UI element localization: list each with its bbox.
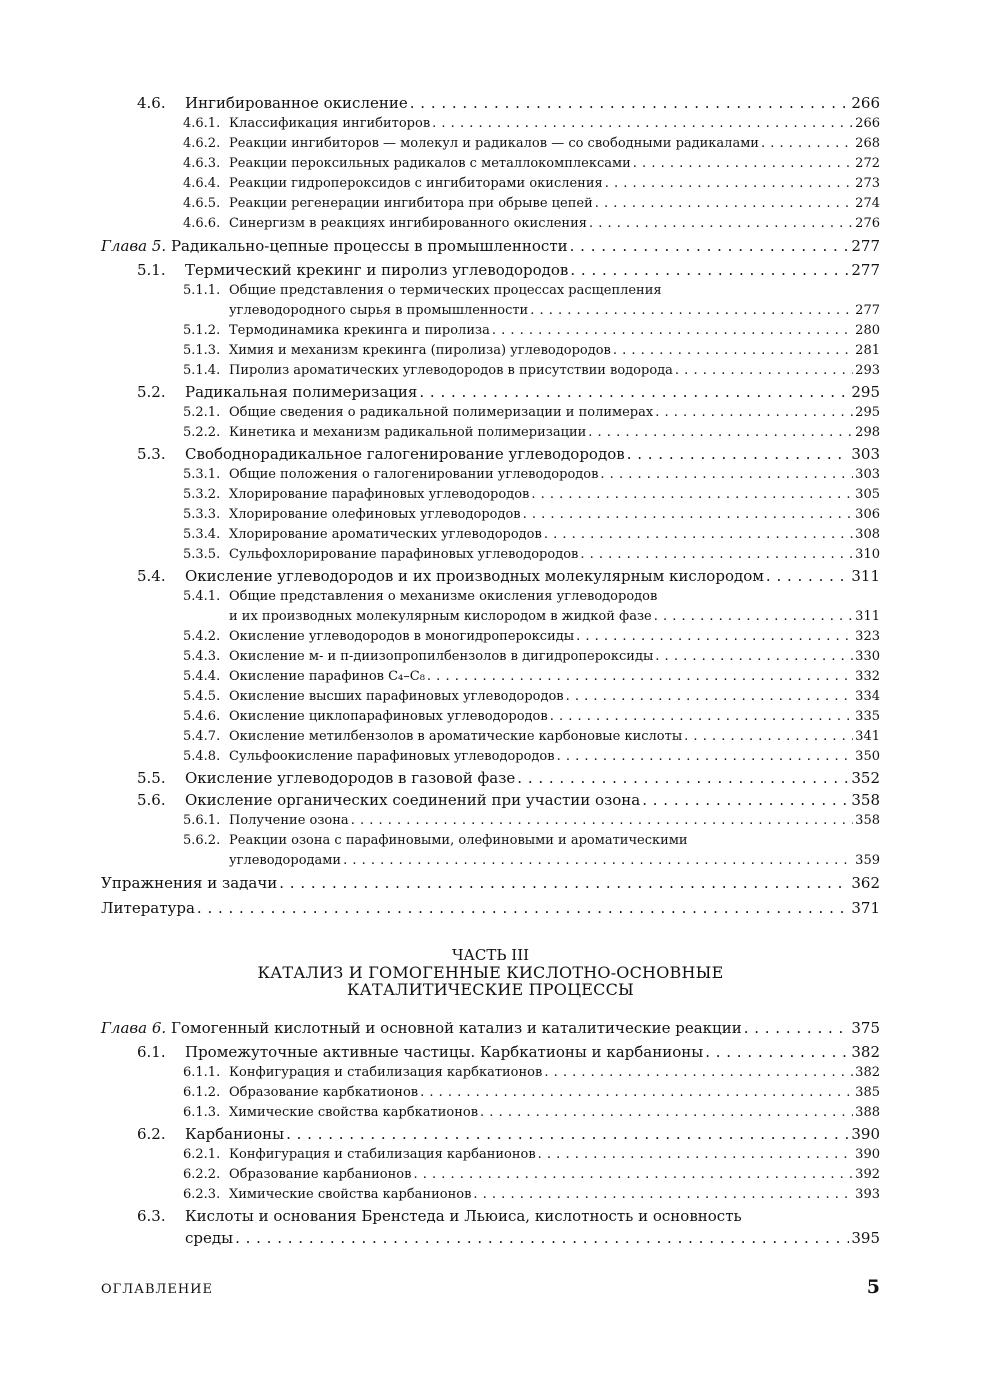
chapter-label: Глава 6. [101,1019,167,1037]
toc-subsection [101,667,880,687]
toc-section [101,565,880,587]
toc-section [101,381,880,403]
entry-title: Окисление высших парафиновых углеводородов [229,689,564,704]
toc-top-entry [101,871,880,896]
entry-number: 6.2.3. [183,1187,221,1202]
toc-entry-continuation [101,1227,880,1249]
toc-subsection [101,1103,880,1123]
entry-title: Общие сведения о радикальной полимеризации и полимерах [229,405,654,420]
dot-leader [684,727,853,747]
entry-page: 306 [855,507,880,522]
dot-leader [570,234,850,259]
entry-number: 5.4.1. [183,589,221,604]
entry-title: Общие представления о механизме окисления углеводородов [229,589,658,604]
entry-number: 6.2.1. [183,1147,221,1162]
entry-title: Окисление углеводородов и их производных молекулярным кислородом [185,567,764,585]
toc-subsection [101,525,880,545]
entry-title: Окисление парафинов C₄–C₈ [229,669,425,684]
toc-top-entry [101,896,880,921]
dot-leader [351,811,853,831]
entry-title: Синергизм в реакциях ингибированного окисления [229,216,587,231]
entry-number: 5.1.2. [183,323,221,338]
toc-subsection [101,1185,880,1205]
toc-section [101,92,880,114]
toc-subsection [101,423,880,443]
entry-title: Промежуточные активные частицы. Карбкатионы и карбанионы [185,1043,704,1061]
entry-page: 308 [855,527,880,542]
entry-title: Ингибированное окисление [185,94,408,112]
entry-title-cont: и их производных молекулярным кислородом в жидкой фазе [229,609,652,624]
toc-subsection [101,1083,880,1103]
entry-page: 311 [851,567,880,585]
entry-title: Химические свойства карбкатионов [229,1105,479,1120]
entry-title: Конфигурация и стабилизация карбанионов [229,1147,536,1162]
entry-page: 375 [851,1019,880,1037]
entry-title: Упражнения и задачи [101,874,278,892]
entry-page: 273 [855,176,880,191]
dot-leader [705,1041,849,1063]
dot-leader [654,607,853,627]
entry-page: 385 [855,1085,880,1100]
entry-title: Окисление метилбензолов в ароматические карбоновые кислоты [229,729,683,744]
entry-number: 5.4.8. [183,749,221,764]
chapter-label: Глава 5. [101,237,167,255]
toc-chapter [101,234,880,259]
entry-title: Термодинамика крекинга и пиролиза [229,323,490,338]
toc-subsection [101,403,880,423]
dot-leader [600,465,853,485]
entry-number: 5.3.1. [183,467,221,482]
dot-leader [588,423,853,443]
toc-subsection [101,1165,880,1185]
dot-leader [492,321,853,341]
toc-section [101,1205,880,1227]
entry-page: 310 [855,547,880,562]
entry-number: 5.6.2. [183,833,221,848]
chapter-title: Гомогенный кислотный и основной катализ и каталитические реакции [170,1019,742,1037]
toc-subsection [101,505,880,525]
toc-chapter [101,1016,880,1041]
entry-page: 392 [855,1167,880,1182]
toc-section [101,1123,880,1145]
part-title-line-2: КАТАЛИТИЧЕСКИЕ ПРОЦЕССЫ [347,980,634,999]
entry-number: 5.4.3. [183,649,221,664]
entry-page: 295 [855,405,880,420]
toc-subsection [101,214,880,234]
dot-leader [633,154,853,174]
dot-leader [197,896,849,921]
chapter-heading [101,234,568,259]
entry-title: Окисление м- и п-диизопропилбензолов в дигидропероксиды [229,649,654,664]
entry-title: Конфигурация и стабилизация карбкатионов [229,1065,543,1080]
entry-title: Общие положения о галогенировании углеводородов [229,467,599,482]
toc-subsection [101,361,880,381]
dot-leader [544,525,853,545]
dot-leader [589,214,853,234]
entry-page: 358 [851,791,880,809]
entry-page: 272 [855,156,880,171]
entry-title: Реакции пероксильных радикалов с металлокомплексами [229,156,631,171]
dot-leader [642,789,849,811]
entry-page: 382 [855,1065,880,1080]
dot-leader [419,381,849,403]
entry-number: 4.6.4. [183,176,221,191]
dot-leader [517,767,849,789]
entry-title: Окисление циклопарафиновых углеводородов [229,709,548,724]
entry-number: 5.3.3. [183,507,221,522]
entry-number: 6.2.2. [183,1167,221,1182]
dot-leader [655,647,853,667]
entry-title: Окисление органических соединений при участии озона [185,791,641,809]
entry-page: 352 [851,769,880,787]
entry-number: 5.6.1. [183,813,221,828]
entry-page: 334 [855,689,880,704]
entry-page: 281 [855,343,880,358]
entry-number: 5.4. [137,567,166,585]
toc-subsection [101,485,880,505]
toc-subsection [101,174,880,194]
dot-leader [420,1083,853,1103]
dot-leader [531,485,853,505]
entry-page: 280 [855,323,880,338]
part-number: ЧАСТЬ III [451,946,530,964]
dot-leader [655,403,853,423]
table-of-contents [101,92,880,1249]
entry-page: 303 [855,467,880,482]
dot-leader [480,1103,853,1123]
entry-title: Общие представления о термических процессах расщепления [229,283,662,298]
entry-number: 5.4.2. [183,629,221,644]
toc-entry-continuation [101,301,880,321]
entry-title-cont: углеводородами [229,853,342,868]
entry-title: Сульфохлорирование парафиновых углеводородов [229,547,579,562]
dot-leader [432,114,853,134]
dot-leader [343,851,853,871]
entry-number: 5.1.3. [183,343,221,358]
dot-leader [576,627,853,647]
entry-page: 359 [855,853,880,868]
toc-section [101,789,880,811]
entry-number: 5.4.6. [183,709,221,724]
entry-number: 6.2. [137,1125,166,1143]
entry-title: Окисление углеводородов в моногидропероксиды [229,629,575,644]
entry-title: Реакции гидропероксидов с ингибиторами окисления [229,176,603,191]
entry-page: 276 [855,216,880,231]
toc-subsection [101,1145,880,1165]
entry-page: 266 [855,116,880,131]
entry-title: Кинетика и механизм радикальной полимеризации [229,425,587,440]
entry-number: 4.6.6. [183,216,221,231]
toc-subsection [101,194,880,214]
entry-page: 298 [855,425,880,440]
entry-page: 332 [855,669,880,684]
dot-leader [627,443,850,465]
entry-title: Термический крекинг и пиролиз углеводородов [185,261,569,279]
toc-subsection [101,831,880,851]
dot-leader [605,174,853,194]
entry-title: Классификация ингибиторов [229,116,431,131]
entry-number: 5.6. [137,791,166,809]
part-title-line-1: КАТАЛИЗ И ГОМОГЕННЫЕ КИСЛОТНО-ОСНОВНЫЕ [257,963,724,982]
entry-number: 5.4.4. [183,669,221,684]
entry-page: 268 [855,136,880,151]
entry-title: Химия и механизм крекинга (пиролиза) углеводородов [229,343,611,358]
dot-leader [413,1165,853,1185]
entry-title: Хлорирование олефиновых углеводородов [229,507,521,522]
entry-page: 277 [851,261,880,279]
entry-number: 5.2.1. [183,405,221,420]
entry-title: Реакции ингибиторов — молекул и радикалов — со свободными радикалами [229,136,759,151]
entry-page: 277 [855,303,880,318]
toc-subsection [101,134,880,154]
toc-section [101,767,880,789]
entry-number: 5.3.5. [183,547,221,562]
dot-leader [580,545,853,565]
entry-title: Пиролиз ароматических углеводородов в присутствии водорода [229,363,673,378]
dot-leader [279,871,849,896]
entry-number: 4.6.3. [183,156,221,171]
dot-leader [473,1185,853,1205]
chapter-title: Радикально-цепные процессы в промышленности [170,237,568,255]
toc-subsection [101,341,880,361]
entry-number: 5.3.2. [183,487,221,502]
dot-leader [595,194,853,214]
dot-leader [410,92,850,114]
entry-number: 6.1. [137,1043,166,1061]
dot-leader [286,1123,849,1145]
entry-number: 4.6. [137,94,166,112]
entry-title: Хлорирование парафиновых углеводородов [229,487,530,502]
entry-number: 4.6.5. [183,196,221,211]
entry-title: Литература [101,899,195,917]
entry-number: 5.4.7. [183,729,221,744]
entry-number: 5.1.1. [183,283,221,298]
toc-subsection [101,747,880,767]
entry-number: 6.1.3. [183,1105,221,1120]
entry-number: 4.6.1. [183,116,221,131]
entry-page: 393 [855,1187,880,1202]
page-footer [101,1276,880,1298]
entry-page: 390 [855,1147,880,1162]
entry-page: 305 [855,487,880,502]
toc-subsection [101,727,880,747]
entry-number: 5.4.5. [183,689,221,704]
entry-number: 5.1. [137,261,166,279]
entry-number: 4.6.2. [183,136,221,151]
toc-section [101,1041,880,1063]
entry-page: 350 [855,749,880,764]
entry-page: 303 [851,445,880,463]
dot-leader [761,134,853,154]
dot-leader [235,1227,849,1249]
entry-page: 295 [851,383,880,401]
entry-number: 5.1.4. [183,363,221,378]
toc-subsection [101,627,880,647]
entry-title: Реакции регенерации ингибитора при обрыве цепей [229,196,593,211]
dot-leader [566,687,854,707]
part-heading [101,947,880,998]
entry-title: Образование карбкатионов [229,1085,419,1100]
toc-subsection [101,321,880,341]
entry-page: 371 [851,899,880,917]
dot-leader [744,1016,850,1041]
entry-title: Радикальная полимеризация [185,383,418,401]
entry-number: 6.1.2. [183,1085,221,1100]
toc-section [101,259,880,281]
entry-title: Карбанионы [185,1125,285,1143]
dot-leader [550,707,853,727]
toc-entry-continuation [101,607,880,627]
dot-leader [766,565,849,587]
entry-page: 330 [855,649,880,664]
entry-page: 266 [851,94,880,112]
entry-page: 390 [851,1125,880,1143]
entry-title: Свободнорадикальное галогенирование углеводородов [185,445,625,463]
dot-leader [675,361,853,381]
entry-page: 274 [855,196,880,211]
dot-leader [557,747,854,767]
entry-page: 311 [855,609,880,624]
toc-subsection [101,114,880,134]
entry-number: 5.2.2. [183,425,221,440]
toc-subsection [101,811,880,831]
entry-title: Сульфоокисление парафиновых углеводородов [229,749,555,764]
toc-subsection [101,687,880,707]
toc-block-chapter-4-5 [101,92,880,921]
dot-leader [523,505,854,525]
entry-number: 5.3.4. [183,527,221,542]
toc-block-chapter-6 [101,1016,880,1249]
page-number: 5 [866,1276,880,1298]
toc-section [101,443,880,465]
entry-title: Кислоты и основания Бренстеда и Льюиса, кислотность и основность [185,1207,742,1225]
entry-number: 5.5. [137,769,166,787]
entry-title: Окисление углеводородов в газовой фазе [185,769,516,787]
entry-title: Получение озона [229,813,349,828]
toc-subsection [101,545,880,565]
entry-page: 293 [855,363,880,378]
dot-leader [544,1063,853,1083]
toc-subsection [101,154,880,174]
toc-subsection [101,281,880,301]
toc-subsection [101,647,880,667]
dot-leader [427,667,853,687]
entry-title: Образование карбанионов [229,1167,412,1182]
entry-page: 382 [851,1043,880,1061]
dot-leader [530,301,853,321]
toc-subsection [101,465,880,485]
entry-page: 335 [855,709,880,724]
dot-leader [538,1145,854,1165]
entry-number: 5.3. [137,445,166,463]
entry-title-cont: углеводородного сырья в промышленности [229,303,529,318]
toc-subsection [101,587,880,607]
chapter-heading [101,1016,742,1041]
toc-entry-continuation [101,851,880,871]
toc-subsection [101,707,880,727]
entry-page: 362 [851,874,880,892]
entry-number: 6.1.1. [183,1065,221,1080]
entry-page: 323 [855,629,880,644]
dot-leader [570,259,849,281]
entry-page: 388 [855,1105,880,1120]
entry-title: Химические свойства карбанионов [229,1187,472,1202]
dot-leader [613,341,853,361]
entry-title: Реакции озона с парафиновыми, олефиновыми и ароматическими [229,833,688,848]
entry-title-cont: среды [185,1229,234,1247]
entry-page: 341 [855,729,880,744]
running-title: ОГЛАВЛЕНИЕ [101,1282,214,1297]
entry-page: 358 [855,813,880,828]
entry-number: 6.3. [137,1207,166,1225]
entry-page: 277 [851,237,880,255]
toc-subsection [101,1063,880,1083]
entry-title: Хлорирование ароматических углеводородов [229,527,542,542]
entry-number: 5.2. [137,383,166,401]
entry-page: 395 [851,1229,880,1247]
